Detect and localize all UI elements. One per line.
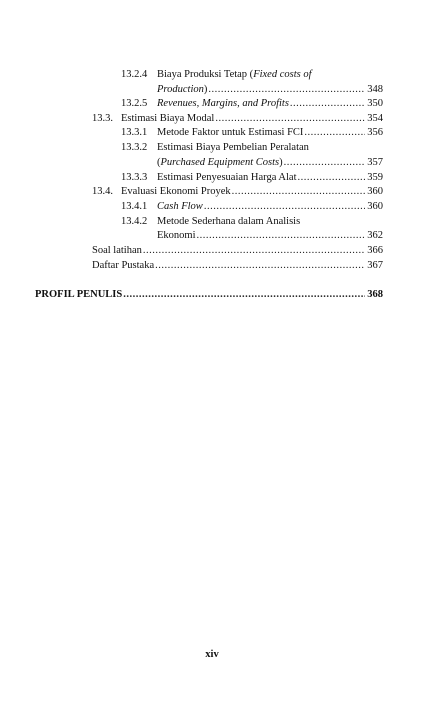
toc-title-italic: Purchased Equipment Costs [160, 157, 280, 168]
dot-leader [143, 244, 365, 257]
dot-leader [215, 112, 365, 125]
dot-leader [204, 200, 365, 213]
dot-leader [155, 259, 365, 272]
page-folio: xiv [205, 649, 219, 660]
toc-number: 13.2.5 [121, 98, 148, 109]
toc-entry-13-4-1 [121, 200, 383, 214]
toc-page-number: 366 [367, 245, 383, 256]
dot-leader [123, 288, 365, 301]
toc-title-italic: Revenues, Margins, and Profits [157, 98, 289, 109]
toc-entry-13-2-5 [121, 97, 383, 111]
toc-entry-13-3-2 [121, 141, 383, 155]
toc-entry-13-3 [92, 112, 383, 126]
dot-leader [284, 156, 366, 169]
toc-title: ) [279, 157, 283, 168]
toc-entry-13-4 [92, 185, 383, 199]
toc-number: 13.2.4 [121, 69, 148, 80]
toc-number: 13.4.1 [121, 201, 148, 212]
toc-entry-13-3-1 [121, 126, 383, 140]
toc-number: 13.4.2 [121, 216, 148, 227]
dot-leader [197, 229, 366, 242]
toc-title: Evaluasi Ekonomi Proyek [121, 186, 231, 197]
toc-entry-profil-penulis [35, 288, 383, 302]
toc-entry-13-3-2-cont [157, 156, 383, 170]
toc-title: Ekonomi [157, 230, 196, 241]
dot-leader [208, 83, 365, 96]
toc-title: ) [203, 84, 208, 95]
toc-page-number: 359 [367, 172, 383, 183]
toc-title: Estimasi Biaya Pembelian Peralatan [157, 142, 309, 153]
dot-leader [304, 126, 365, 139]
toc-page-number: 368 [367, 289, 383, 300]
toc-page-number: 360 [367, 186, 383, 197]
toc-number: 13.3.1 [121, 127, 148, 138]
toc-title-italic: Fixed costs of [253, 69, 312, 80]
toc-page-number: 348 [367, 84, 383, 95]
toc-title: Soal latihan [92, 245, 142, 256]
toc-entry-daftar-pustaka [92, 259, 383, 273]
toc-entry-13-2-4 [121, 68, 383, 82]
toc-entry-13-2-4-cont [157, 83, 383, 97]
toc-page-number: 360 [367, 201, 383, 212]
dot-leader [232, 185, 366, 198]
toc-title-italic: Cash Flow [157, 201, 203, 212]
toc-number: 13.4. [92, 186, 113, 197]
toc-title: Metode Sederhana dalam Analisis [157, 216, 301, 227]
toc-page-number: 362 [367, 230, 383, 241]
toc-number: 13.3.3 [121, 172, 148, 183]
toc-title: PROFIL PENULIS [35, 289, 123, 300]
toc-entry-soal-latihan [92, 244, 383, 258]
toc-page-number: 357 [367, 157, 383, 168]
toc-page-number: 350 [367, 98, 383, 109]
dot-leader [290, 97, 365, 110]
toc-title-italic: Production [157, 84, 204, 95]
toc-title: Biaya Produksi Tetap ( [157, 69, 254, 80]
toc-title: Estimasi Penyesuaian Harga Alat [157, 172, 297, 183]
toc-entry-13-4-2 [121, 215, 383, 229]
toc-entry-13-3-3 [121, 171, 383, 185]
toc-page-number: 367 [367, 260, 383, 271]
toc-title: Daftar Pustaka [92, 260, 155, 271]
dot-leader [297, 171, 365, 184]
toc-entry-13-4-2-cont [157, 229, 383, 243]
toc-title: ( [157, 157, 161, 168]
toc-title: Metode Faktor untuk Estimasi FCI [157, 127, 304, 138]
toc-page-number: 354 [367, 113, 383, 124]
toc-page-number: 356 [367, 127, 383, 138]
toc-title: Estimasi Biaya Modal [121, 113, 215, 124]
toc-number: 13.3.2 [121, 142, 148, 153]
toc-number: 13.3. [92, 113, 113, 124]
